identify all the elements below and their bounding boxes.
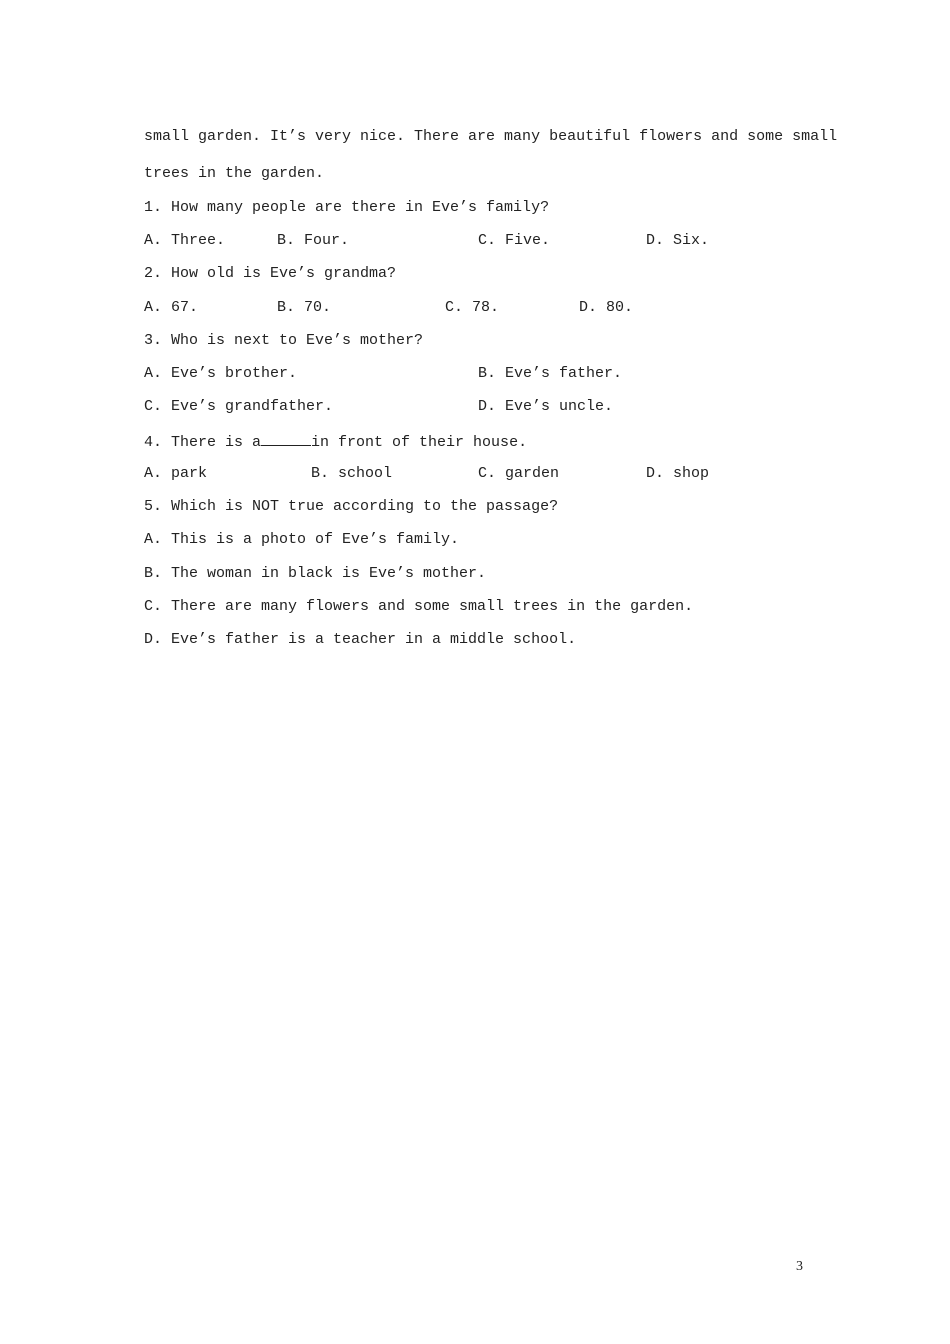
question-4-option-d: D. shop	[646, 465, 710, 482]
passage-line-1: small garden. It’s very nice. There are many beautiful flowers and some small	[144, 128, 838, 145]
question-1-option-b: B. Four.	[277, 232, 350, 249]
question-5-option-a: A. This is a photo of Eve’s family.	[144, 531, 460, 548]
question-4-option-b: B. school	[311, 465, 393, 482]
question-3-option-d: D. Eve’s uncle.	[478, 398, 614, 415]
question-4-stem	[144, 431, 527, 451]
answer-blank	[261, 431, 311, 446]
question-3-stem: 3. Who is next to Eve’s mother?	[144, 332, 424, 349]
question-2-stem: 2. How old is Eve’s grandma?	[144, 265, 397, 282]
question-1-option-a: A. Three.	[144, 232, 226, 249]
question-5-option-c: C. There are many flowers and some small trees in the garden.	[144, 598, 694, 615]
question-5-option-b: B. The woman in black is Eve’s mother.	[144, 565, 487, 582]
question-2-option-d: D. 80.	[579, 299, 634, 316]
question-2-option-a: A. 67.	[144, 299, 199, 316]
question-2-option-b: B. 70.	[277, 299, 332, 316]
question-4-stem-after: in front of their house.	[311, 434, 528, 451]
question-1-stem: 1. How many people are there in Eve’s family?	[144, 199, 550, 216]
question-5-stem: 5. Which is NOT true according to the passage?	[144, 498, 559, 515]
question-3-option-b: B. Eve’s father.	[478, 365, 623, 382]
question-1-option-c: C. Five.	[478, 232, 551, 249]
question-3-option-c: C. Eve’s grandfather.	[144, 398, 334, 415]
passage-line-2: trees in the garden.	[144, 165, 325, 182]
page-number: 3	[796, 1259, 803, 1274]
question-1-option-d: D. Six.	[646, 232, 710, 249]
question-4-stem-before: 4. There is a	[144, 434, 262, 451]
question-4-option-c: C. garden	[478, 465, 560, 482]
question-2-option-c: C. 78.	[445, 299, 500, 316]
question-5-option-d: D. Eve’s father is a teacher in a middle school.	[144, 631, 577, 648]
question-4-option-a: A. park	[144, 465, 208, 482]
question-3-option-a: A. Eve’s brother.	[144, 365, 298, 382]
